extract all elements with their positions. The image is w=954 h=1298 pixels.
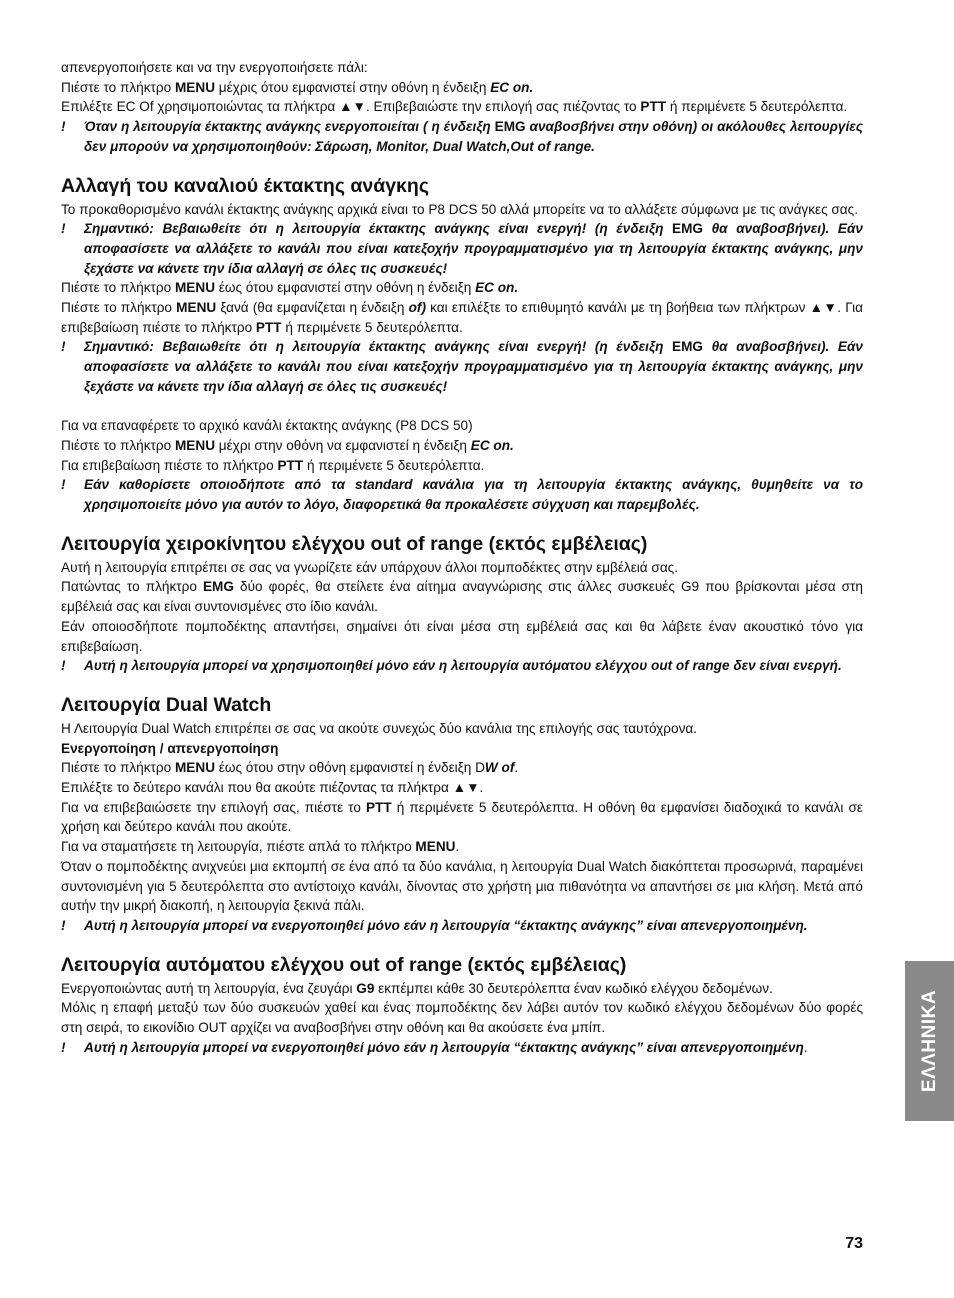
- page-number: 73: [845, 1235, 863, 1252]
- warning-note: ! Αυτή η λειτουργία μπορεί να ενεργοποιηθεί μόνο εάν η λειτουργία “έκτακτης ανάγκης” είναι απενεργοποιημένη.: [61, 1039, 808, 1055]
- intro-line: απενεργοποιήσετε και να την ενεργοποιήσετε πάλι:: [61, 60, 368, 75]
- language-label: ΕΛΛΗΝΙΚΑ: [918, 989, 940, 1093]
- step: Για επιβεβαίωση πιέστε το πλήκτρο PTT ή περιμένετε 5 δευτερόλεπτα.: [61, 457, 485, 473]
- section-title-manual-out-of-range: Λειτουργία χειροκίνητου ελέγχου out of range (εκτός εμβέλειας): [61, 532, 648, 555]
- warning-note: ! Σημαντικό: Βεβαιωθείτε ότι η λειτουργία έκτακτης ανάγκης είναι ενεργή! (η ένδειξη EMG θα αναβοσβήνει). Εάν αποφασίσετε να αλλάξετε το κανάλι που είναι κατεξοχήν προγραμματισμένο για τη λειτουργία έκτακτης ανάγκης, μην ξεχάστε να κάνετε την ίδια αλλαγή σε όλες τις συσκευές!: [61, 221, 863, 276]
- paragraph: Η Λειτουργία Dual Watch επιτρέπει σε σας να ακούτε συνεχώς δύο κανάλια της επιλογής σας ταυτόχρονα.: [61, 720, 698, 736]
- paragraph: Ενεργοποιώντας αυτή τη λειτουργία, ένα ζευγάρι G9 εκπέμπει κάθε 30 δευτερόλεπτα έναν κωδικό ελέγχου δεδομένων.: [61, 980, 773, 996]
- paragraph: Εάν οποιοσδήποτε πομποδέκτης απαντήσει, σημαίνει ότι είναι μέσα στη εμβέλειά σας και θα λάβετε έναν ακουστικό τόνο για επιβεβαίωση.: [61, 618, 863, 654]
- spacer: [61, 397, 863, 417]
- step: Για να σταματήσετε τη λειτουργία, πιέστε απλά το πλήκτρο MENU.: [61, 839, 460, 855]
- step: Για να επιβεβαιώσετε την επιλογή σας, πιέστε το PTT ή περιμένετε 5 δευτερόλεπτα. Η οθόνη θα εμφανίσει διαδοχικά το κανάλι σε χρήση και δεύτερο κανάλι που ακούτε.: [61, 799, 863, 835]
- warning-note: ! Αυτή η λειτουργία μπορεί να ενεργοποιηθεί μόνο εάν η λειτουργία “έκτακτης ανάγκης” είναι απενεργοποιημένη.: [61, 918, 808, 933]
- warning-note: ! Όταν η λειτουργία έκτακτης ανάγκης ενεργοποιείται ( η ένδειξη EMG αναβοσβήνει στην οθόνη) οι ακόλουθες λειτουργίες δεν μπορούν να χρησιμοποιηθούν: Σάρωση, Monitor, Dual Watch,Out of range.: [61, 119, 863, 154]
- section-title-dual-watch: Λειτουργία Dual Watch: [61, 693, 272, 716]
- warning-note: ! Αυτή η λειτουργία μπορεί να χρησιμοποιηθεί μόνο εάν η λειτουργία αυτόματου ελέγχου out of range δεν είναι ενεργή.: [61, 658, 842, 674]
- subheading: Ενεργοποίηση / απενεργοποίηση: [61, 740, 279, 756]
- paragraph: Για να επαναφέρετε το αρχικό κανάλι έκτακτης ανάγκης (P8 DCS 50): [61, 418, 473, 434]
- step: Πιέστε το πλήκτρο MENU ξανά (θα εμφανίζεται η ένδειξη of) και επιλέξτε το επιθυμητό κανάλι με τη βοήθεια των πλήκτρων ▲▼. Για επιβεβαίωση πιέστε το πλήκτρο PTT ή περιμένετε 5 δευτερόλεπτα.: [61, 300, 864, 335]
- manual-page-body: [61, 58, 863, 1058]
- step: Πιέστε το πλήκτρο MENU έως ότου εμφανιστεί στην οθόνη η ένδειξη EC on.: [61, 280, 519, 296]
- section-title-emergency-channel: Αλλαγή του καναλιού έκτακτης ανάγκης: [61, 174, 429, 197]
- step-press-menu: Πιέστε το πλήκτρο MENU μέχρις ότου εμφανιστεί στην οθόνη η ένδειξη EC on.: [61, 79, 534, 95]
- paragraph: Μόλις η επαφή μεταξύ των δύο συσκευών χαθεί και ένας πομποδέκτης δεν λάβει αυτόν τον κωδικό ελέγχου δεδομένων δύο φορές στη σειρά, το εικονίδιο OUT αρχίζει να αναβοσβήνει στην οθόνη και θα ακούσετε ένα μπίπ.: [61, 1000, 863, 1036]
- step-select-ec-of: Επιλέξτε EC Of χρησιμοποιώντας τα πλήκτρα ▲▼. Επιβεβαιώστε την επιλογή σας πιέζοντας το PTT ή περιμένετε 5 δευτερόλεπτα.: [61, 99, 848, 115]
- step: Πιέστε το πλήκτρο MENU μέχρι στην οθόνη να εμφανιστεί η ένδειξη EC on.: [61, 437, 514, 453]
- paragraph: Το προκαθορισμένο κανάλι έκτακτης ανάγκης αρχικά είναι το P8 DCS 50 αλλά μπορείτε να το αλλάξετε σύμφωνα με τις ανάγκες σας.: [61, 201, 858, 217]
- warning-note: ! Εάν καθορίσετε οποιοδήποτε από τα standard κανάλια για τη λειτουργία έκτακτης ανάγκης, θυμηθείτε να το χρησιμοποιείτε μόνο για αυτόν το λόγο, διαφορετικά θα προκαλέσετε σύγχυση και παρεμβολές.: [61, 477, 863, 513]
- step: Πιέστε το πλήκτρο MENU έως ότου στην οθόνη εμφανιστεί η ένδειξη DW of.: [61, 760, 519, 776]
- warning-note: ! Σημαντικό: Βεβαιωθείτε ότι η λειτουργία έκτακτης ανάγκης είναι ενεργή! (η ένδειξη EMG θα αναβοσβήνει). Εάν αποφασίσετε να αλλάξετε το κανάλι που είναι κατεξοχήν προγραμματισμένο για τη λειτουργία έκτακτης ανάγκης, μην ξεχάστε να κάνετε την ίδια αλλαγή σε όλες τις συσκευές!: [61, 339, 863, 394]
- section-title-auto-out-of-range: Λειτουργία αυτόματου ελέγχου out of range (εκτός εμβέλειας): [61, 953, 627, 976]
- language-side-tab: [905, 961, 954, 1121]
- paragraph: Αυτή η λειτουργία επιτρέπει σε σας να γνωρίζετε εάν υπάρχουν άλλοι πομποδέκτες στην εμβέλειά σας.: [61, 559, 679, 575]
- paragraph: Όταν ο πομποδέκτης ανιχνεύει μια εκπομπή σε ένα από τα δύο κανάλια, η λειτουργία Dual Watch διακόπτεται προσωρινά, παραμένει συντονισμένη για 5 δευτερόλεπτα στο αντίστοιχο κανάλι, δίνοντας στο χρήστη μια πιθανότητα να απαντήσει σε μια κλήση. Μετά από αυτήν την μικρή διακοπή, η λειτουργία ξεκινά πάλι.: [61, 858, 863, 914]
- paragraph: Πατώντας το πλήκτρο EMG δύο φορές, θα στείλετε ένα αίτημα αναγνώρισης στις άλλες συσκευές G9 που βρίσκονται μέσα στη εμβέλειά σας και είναι συντονισμένες στο ίδιο κανάλι.: [61, 579, 863, 615]
- step: Επιλέξτε το δεύτερο κανάλι που θα ακούτε πιέζοντας τα πλήκτρα ▲▼.: [61, 780, 484, 796]
